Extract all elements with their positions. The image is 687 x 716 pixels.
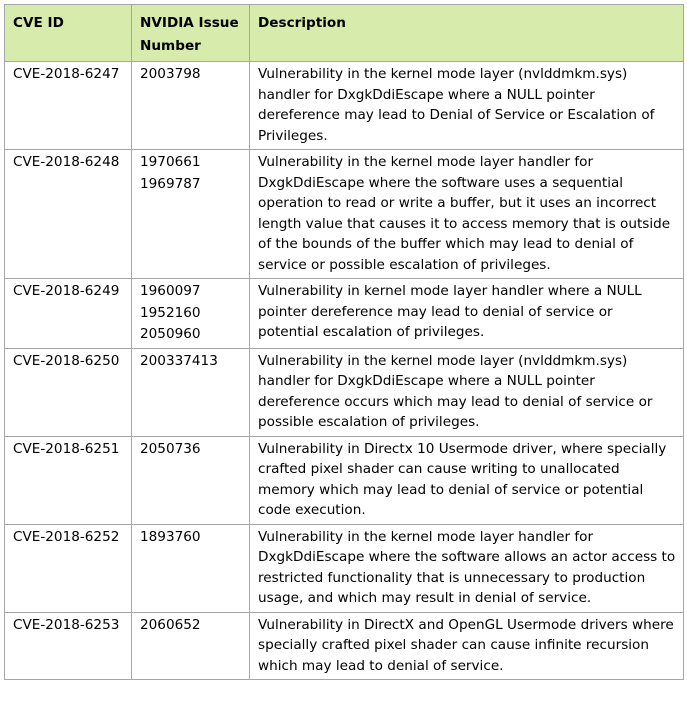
table-row — [5, 62, 684, 150]
issue-number-cell — [132, 436, 250, 524]
issue-number: 1970661 — [140, 154, 201, 170]
issue-number-cell — [132, 348, 250, 436]
issue-number: 200337413 — [140, 352, 218, 369]
cve-id-cell: CVE-2018-6249 — [5, 279, 132, 349]
cve-id-cell: CVE-2018-6253 — [5, 612, 132, 680]
table-row — [5, 612, 684, 680]
issue-number: 1960097 — [140, 283, 201, 299]
cve-id-cell: CVE-2018-6248 — [5, 150, 132, 279]
issue-number: 2060652 — [140, 616, 201, 633]
header-description: Description — [250, 5, 684, 62]
cve-table — [4, 4, 684, 680]
cve-id-cell: CVE-2018-6251 — [5, 436, 132, 524]
table-header — [5, 5, 684, 62]
table-row — [5, 279, 684, 349]
issue-number: 2050736 — [140, 440, 201, 457]
description-cell: Vulnerability in the kernel mode layer handler for DxgkDdiEscape where the software uses a sequential operation to read or write a buffer, but it uses an incorrect length value that causes it to access memory that is outside of the bounds of the buffer which may lead to denial of service or possible escalation of privileges. — [250, 150, 684, 279]
header-issue-number: NVIDIA Issue Number — [132, 5, 250, 62]
table-row — [5, 150, 684, 279]
table-body — [5, 62, 684, 680]
cve-id-cell: CVE-2018-6252 — [5, 524, 132, 612]
issue-number: 1969787 — [140, 175, 201, 192]
issue-number-cell — [132, 612, 250, 680]
issue-number: 2003798 — [140, 66, 201, 82]
description-cell: Vulnerability in Directx 10 Usermode driver, where specially crafted pixel shader can cause writing to unallocated memory which may lead to denial of service or potential code execution. — [250, 436, 684, 524]
header-cve-id: CVE ID — [5, 5, 132, 62]
description-cell: Vulnerability in kernel mode layer handler where a NULL pointer dereference may lead to denial of service or potential escalation of privileges. — [250, 279, 684, 349]
issue-number: 2050960 — [140, 326, 201, 342]
issue-number-cell — [132, 524, 250, 612]
issue-number: 1952160 — [140, 304, 201, 321]
table-row — [5, 348, 684, 436]
header-row — [5, 5, 684, 62]
issue-number-cell — [132, 279, 250, 349]
description-cell: Vulnerability in the kernel mode layer (nvlddmkm.sys) handler for DxgkDdiEscape where a NULL pointer dereference occurs which may lead to denial of service or possible escalation of privileges. — [250, 348, 684, 436]
issue-number: 1893760 — [140, 528, 201, 545]
cve-id-cell: CVE-2018-6247 — [5, 62, 132, 150]
description-cell: Vulnerability in the kernel mode layer (nvlddmkm.sys) handler for DxgkDdiEscape where a NULL pointer dereference may lead to Denial of Service or Escalation of Privileges. — [250, 62, 684, 150]
description-cell: Vulnerability in DirectX and OpenGL Usermode drivers where specially crafted pixel shader can cause infinite recursion which may lead to denial of service. — [250, 612, 684, 680]
issue-number-cell — [132, 150, 250, 279]
table-row — [5, 524, 684, 612]
issue-number-cell — [132, 62, 250, 150]
cve-id-cell: CVE-2018-6250 — [5, 348, 132, 436]
table-row — [5, 436, 684, 524]
description-cell: Vulnerability in the kernel mode layer handler for DxgkDdiEscape where the software allows an actor access to restricted functionality that is unnecessary to production usage, and which may result in denial of service. — [250, 524, 684, 612]
